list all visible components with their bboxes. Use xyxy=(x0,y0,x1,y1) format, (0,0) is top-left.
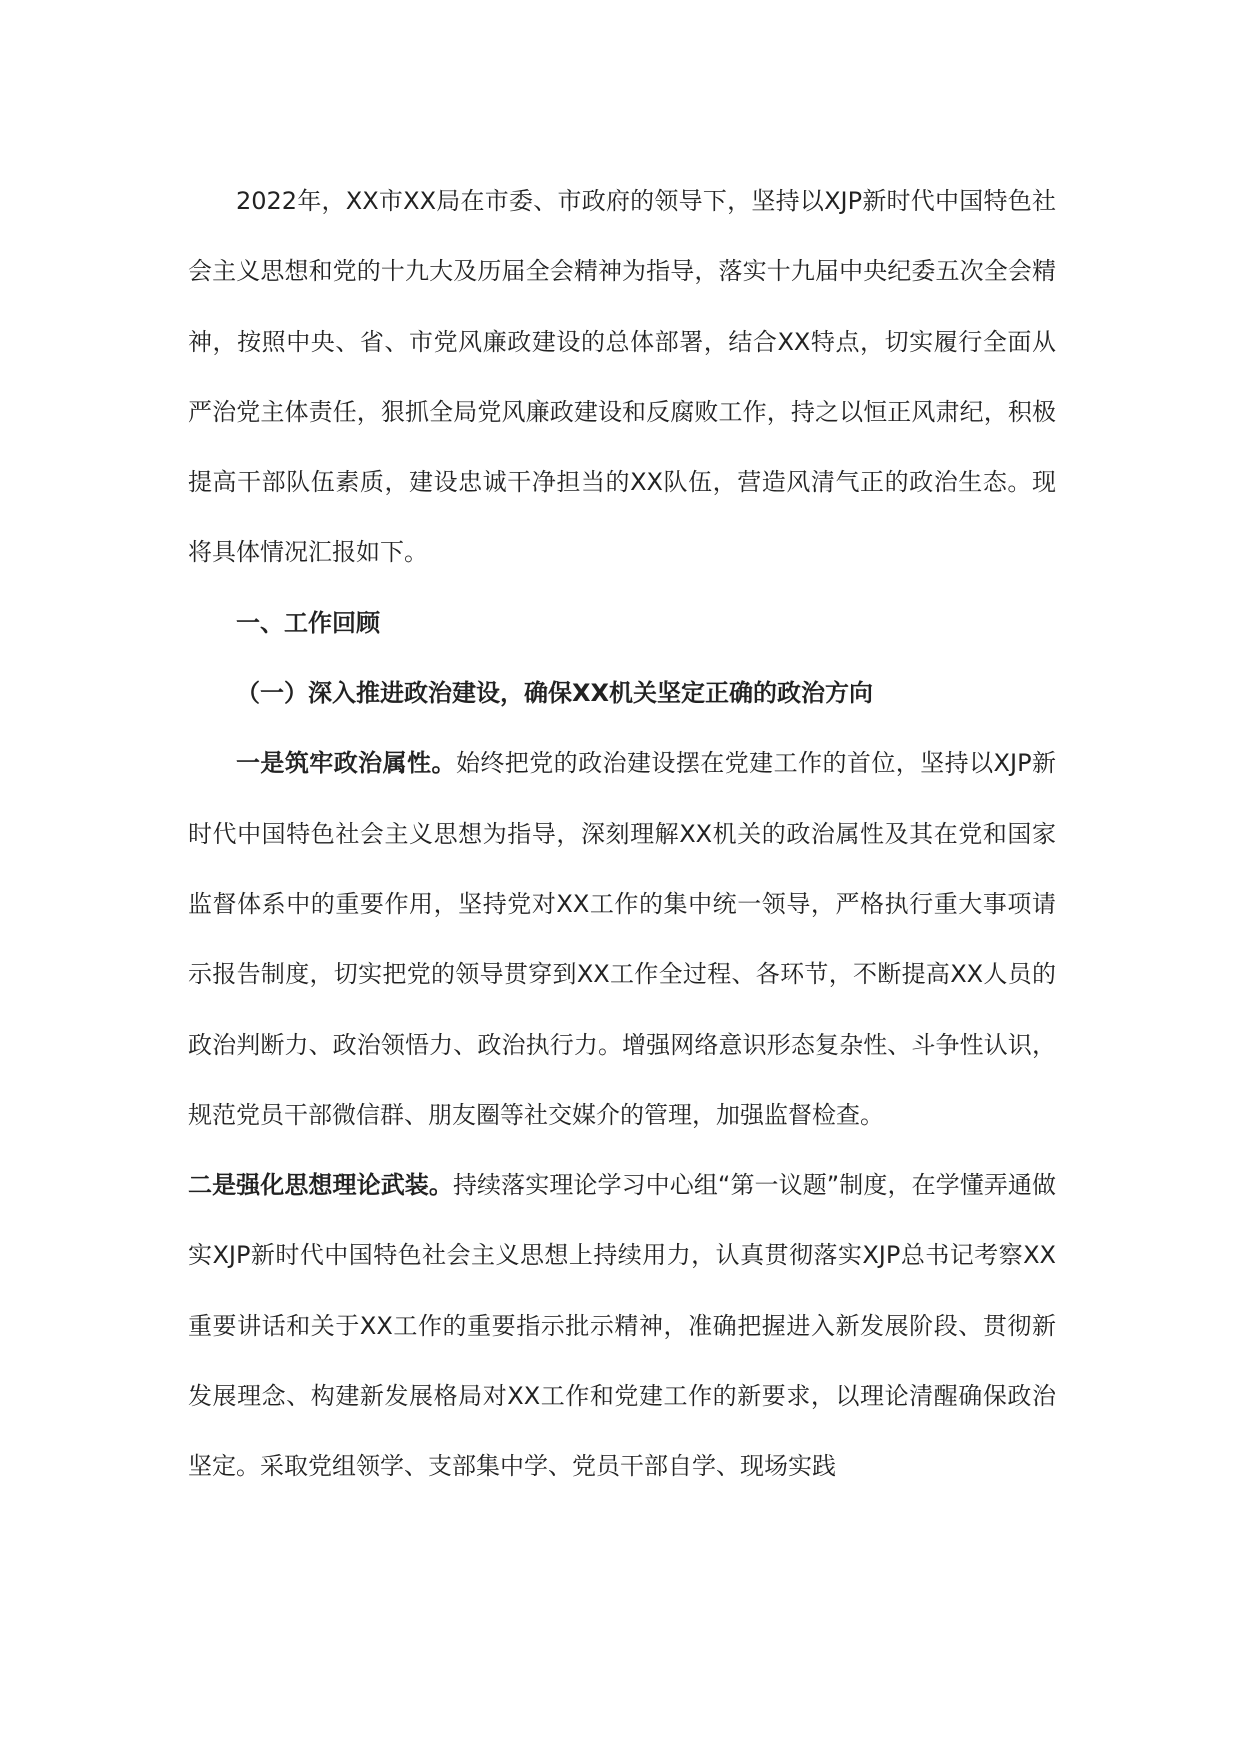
point-two-lead: 二是强化思想理论武装。 xyxy=(188,1171,453,1200)
intro-paragraph: 2022年，XX市XX局在市委、市政府的领导下，坚持以XJP新时代中国特色社会主义思想和党的十九大及历届全会精神为指导，落实十九届中央纪委五次全会精神，按照中央、省、市党风廉政建设的总体部署，结合XX特点，切实履行全面从严治党主体责任，狠抓全局党风廉政建设和反腐败工作，持之以恒正风肃纪，积极提高干部队伍素质，建设忠诚干净担当的XX队伍，营造风清气正的政治生态。现将具体情况汇报如下。 xyxy=(188,187,1056,567)
point-one-lead: 一是筑牢政治属性。 xyxy=(236,749,456,778)
point-two-body: 持续落实理论学习中心组“第一议题”制度，在学懂弄通做实XJP新时代中国特色社会主义思想上持续用力，认真贯彻落实XJP总书记考察XX重要讲话和关于XX工作的重要指示批示精神，准确把握进入新发展阶段、贯彻新发展理念、构建新发展格局对XX工作和党建工作的新要求，以理论清醒确保政治坚定。采取党组领学、支部集中学、党员干部自学、现场实践 xyxy=(188,1171,1057,1481)
point-two-paragraph xyxy=(188,1150,1056,1501)
document-body xyxy=(188,166,1056,1502)
point-one-paragraph xyxy=(188,728,1056,1150)
section-heading: 一、工作回顾 xyxy=(236,608,380,637)
subsection-heading: （一）深入推进政治建设，确保XX机关坚定正确的政治方向 xyxy=(236,679,874,708)
point-one-body: 始终把党的政治建设摆在党建工作的首位，坚持以XJP新时代中国特色社会主义思想为指导，深刻理解XX机关的政治属性及其在党和国家监督体系中的重要作用，坚持党对XX工作的集中统一领导，严格执行重大事项请示报告制度，切实把党的领导贯穿到XX工作全过程、各环节，不断提高XX人员的政治判断力、政治领悟力、政治执行力。增强网络意识形态复杂性、斗争性认识，规范党员干部微信群、朋友圈等社交媒介的管理，加强监督检查。 xyxy=(188,749,1056,1129)
